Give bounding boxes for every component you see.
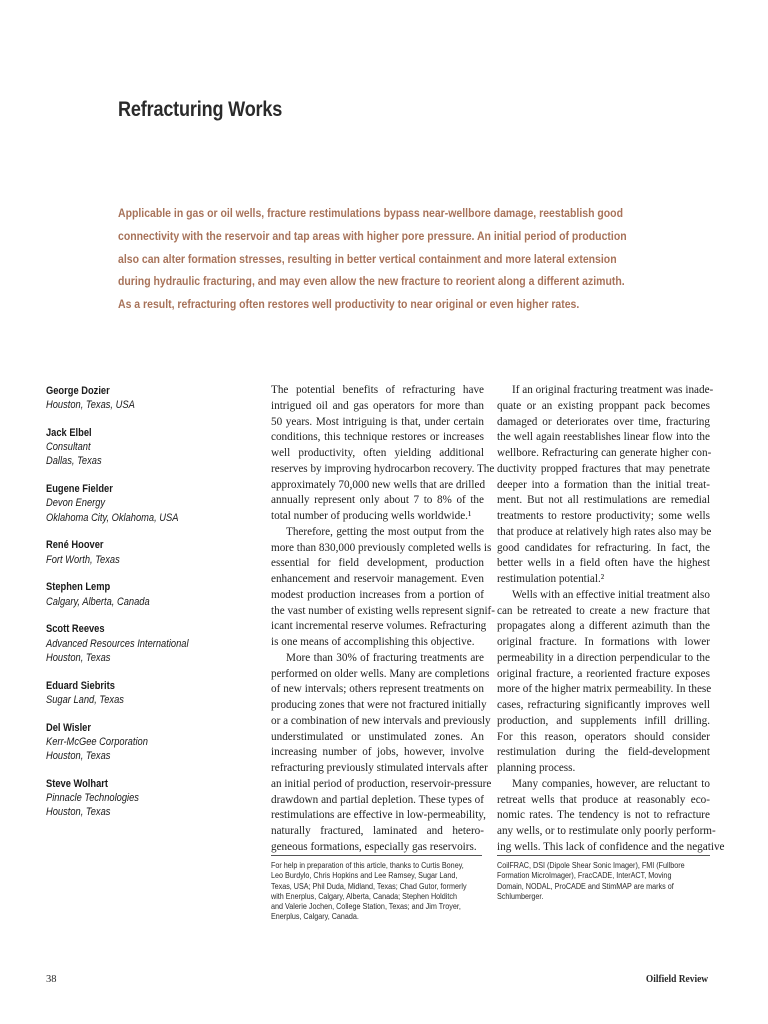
body-line: original fracture, a reoriented fracture exposes <box>497 667 710 680</box>
footnote-line: CoilFRAC, DSI (Dipole Shear Sonic Imager), FMI (Fullbore <box>497 861 685 870</box>
author-name: Scott Reeves <box>46 623 105 636</box>
abstract-line: As a result, refracturing often restores well productivity to near original or even higher rates. <box>118 297 580 312</box>
body-line: refracturing previously stimulated intervals after <box>271 762 488 774</box>
author-affiliation: Calgary, Alberta, Canada <box>46 595 150 608</box>
footnote-line: and Valerie Jochen, College Station, Texas; and Jim Troyer, <box>271 902 461 912</box>
footnote-line: with Enerplus, Calgary, Alberta, Canada; Stephen Holditch <box>271 891 457 901</box>
author-name: René Hoover <box>46 539 104 552</box>
body-line: of new intervals; others represent treatments on <box>271 683 484 696</box>
body-line: increasing number of jobs, however, involve <box>271 746 484 759</box>
body-line: good candidates for refracturing. In fact, the <box>497 541 710 554</box>
article-title: Refracturing Works <box>118 98 283 121</box>
author-name: George Dozier <box>46 385 110 397</box>
body-line: geneous formations, especially gas reservoirs. <box>271 840 477 853</box>
abstract-line: also can alter formation stresses, resulting in better vertical containment and more lateral extension <box>118 251 617 266</box>
author-block <box>46 538 246 566</box>
body-line: an initial period of production, reservoir-pressure <box>271 777 492 790</box>
body-line: the vast number of existing wells represent signif- <box>271 604 496 617</box>
author-name: Del Wisler <box>46 721 92 734</box>
author-block <box>46 777 246 820</box>
body-line: any wells, or to restimulate only poorly perform- <box>497 825 716 837</box>
author-name: Eugene Fielder <box>46 483 113 496</box>
body-line: 50 years. Most intriguing is that, under certain <box>271 415 484 428</box>
author-affiliation: Houston, Texas <box>46 750 111 763</box>
author-affiliation: Houston, Texas <box>46 651 111 664</box>
body-line: ductivity propped fractures that may penetrate <box>497 462 710 475</box>
author-block <box>46 482 246 525</box>
body-line: quate or an existing proppant pack becomes <box>497 399 710 412</box>
body-line: For this reason, operators should consider <box>497 730 710 743</box>
body-line: total number of producing wells worldwide.¹ <box>271 510 472 522</box>
author-name: Eduard Siebrits <box>46 679 115 692</box>
body-line: well productivity, often yielding additional <box>271 447 484 459</box>
body-line: wellbore. Refracturing can generate higher con- <box>497 447 712 459</box>
body-line: intrigued oil and gas operators for more than <box>271 399 484 412</box>
body-line: deeper into a formation than the initial treat- <box>497 478 710 491</box>
author-block <box>46 426 246 469</box>
footnote-line: Enerplus, Calgary, Canada. <box>271 912 359 922</box>
body-line: propagates along a different azimuth than the <box>497 620 710 633</box>
body-line: essential for field development, production <box>271 557 484 570</box>
body-line: icant incremental reserve volumes. Refracturing <box>271 620 487 633</box>
author-affiliation: Consultant <box>46 441 91 454</box>
author-affiliation: Advanced Resources International <box>46 637 189 650</box>
abstract-line: Applicable in gas or oil wells, fracture restimulations bypass near-wellbore damage, reestablish good <box>118 206 623 220</box>
author-affiliation: Pinnacle Technologies <box>46 792 139 805</box>
body-line: better wells in a field often have the highest <box>497 557 710 570</box>
acknowledgement-footnote <box>271 861 486 923</box>
body-line: Therefore, getting the most output from the <box>286 525 484 538</box>
body-line: modest production increases from a portion of <box>271 588 484 601</box>
body-line: permeability in a direction perpendicular to the <box>497 651 710 664</box>
page-number: 38 <box>46 974 57 985</box>
abstract-line: connectivity with the reservoir and tap areas with higher pore pressure. An initial period of production <box>118 228 627 243</box>
author-affiliation: Houston, Texas <box>46 806 111 819</box>
footnote-line: Texas, USA; Phil Duda, Midland, Texas; Chad Gutor, formerly <box>271 881 467 891</box>
footnote-line: Leo Burdylo, Chris Hopkins and Lee Ramsey, Sugar Land, <box>271 871 458 881</box>
footnote-line: For help in preparation of this article, thanks to Curtis Boney, <box>271 861 464 870</box>
footnote-line: Formation MicroImager), FracCADE, InterACT, Moving <box>497 871 672 881</box>
author-affiliation: Devon Energy <box>46 497 106 510</box>
body-line: conditions, this technique restores or increases <box>271 431 484 444</box>
author-block <box>46 622 246 665</box>
author-name: Stephen Lemp <box>46 581 111 594</box>
body-column-2 <box>497 383 725 856</box>
author-name: Jack Elbel <box>46 427 92 439</box>
body-line: understimulated or unstimulated zones. An <box>271 730 484 743</box>
body-line: If an original fracturing treatment was inade- <box>512 384 714 396</box>
body-line: approximately 70,000 new wells that are drilled <box>271 478 486 491</box>
body-line: performed on older wells. Many are completions <box>271 667 490 680</box>
body-line: can be retreated to create a new fracture that <box>497 604 710 617</box>
body-line: restimulation during the field-development <box>497 746 710 759</box>
author-block <box>46 384 246 412</box>
author-name: Steve Wolhart <box>46 777 108 790</box>
body-line: production, and supplements infill drilling. <box>497 714 710 727</box>
author-block <box>46 580 246 608</box>
footnote-rule-1 <box>271 855 482 856</box>
footnote-line: Schlumberger. <box>497 891 544 901</box>
trademark-footnote <box>497 861 712 902</box>
footnote-line: Domain, NODAL, ProCADE and StimMAP are marks of <box>497 881 674 891</box>
author-affiliation: Fort Worth, Texas <box>46 553 120 566</box>
body-line: enhancement and reservoir management. Even <box>271 573 484 585</box>
journal-name: Oilfield Review <box>645 974 708 985</box>
footnote-rule-2 <box>497 855 710 856</box>
author-affiliation: Kerr-McGee Corporation <box>46 735 148 748</box>
author-affiliation: Sugar Land, Texas <box>46 693 124 706</box>
body-line: nomic rates. The tendency is not to refracture <box>497 809 710 822</box>
body-line: drawdown and partial depletion. These types of <box>271 793 484 806</box>
author-list <box>46 384 246 833</box>
body-line: More than 30% of fracturing treatments are <box>286 651 484 664</box>
body-line: ment. But not all restimulations are remedial <box>497 494 710 507</box>
body-line: The potential benefits of refracturing have <box>271 384 484 396</box>
author-affiliation: Oklahoma City, Oklahoma, USA <box>46 511 179 524</box>
author-affiliation: Dallas, Texas <box>46 455 102 468</box>
body-line: Wells with an effective initial treatment also <box>512 588 710 601</box>
body-line: restimulations are effective in low-permeability, <box>271 809 486 822</box>
body-line: planning process. <box>497 762 576 774</box>
author-block <box>46 679 246 707</box>
author-affiliation: Houston, Texas, USA <box>46 399 135 412</box>
body-line: annually represent only about 7 to 8% of the <box>271 494 484 507</box>
body-line: or a combination of new intervals and previously <box>271 714 491 727</box>
body-line: cases, refracturing significantly improves well <box>497 699 710 711</box>
body-line: damaged or deteriorates over time, fracturing <box>497 415 710 428</box>
body-line: retreat wells that produce at reasonably eco- <box>497 793 710 806</box>
body-line: original fracture. In formations with lower <box>497 636 710 648</box>
abstract <box>118 202 728 316</box>
body-line: the well again reestablishes linear flow into the <box>497 431 710 444</box>
body-line: producing zones that were not fractured initially <box>271 699 487 711</box>
body-line: reserves by improving hydrocarbon recovery. The <box>271 462 495 475</box>
abstract-line: during hydraulic fracturing, and may even allow the new fracture to reorient along a different azimuth. <box>118 274 625 289</box>
body-line: ing wells. This lack of confidence and the negative <box>497 840 725 853</box>
body-line: naturally fractured, laminated and hetero- <box>271 825 484 837</box>
body-line: that produce at relatively high rates also may be <box>497 525 712 538</box>
body-line: restimulation potential.² <box>497 573 605 585</box>
body-line: more than 830,000 previously completed wells is <box>271 541 492 554</box>
body-line: is one means of accomplishing this objective. <box>271 636 475 648</box>
body-line: Many companies, however, are reluctant to <box>512 777 710 790</box>
body-column-1 <box>271 383 496 856</box>
body-line: treatments to restore productivity; some wells <box>497 510 710 522</box>
author-block <box>46 721 246 764</box>
body-line: more of the higher matrix permeability. In these <box>497 683 712 696</box>
